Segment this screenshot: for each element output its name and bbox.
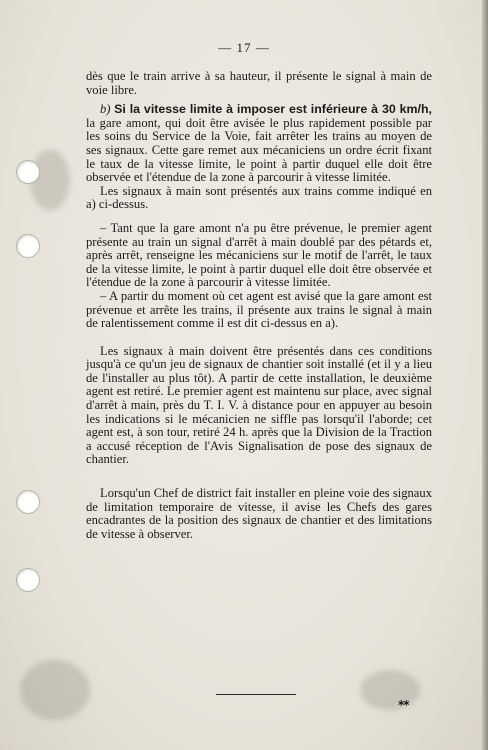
paragraph-2-label: b) bbox=[100, 102, 115, 117]
punch-hole-2 bbox=[16, 234, 40, 258]
paragraph-2-rest: la gare amont, qui doit être avisée le plus rapidement possible par les soins du Service de la Voie, fait arrêter les trains au moyen de ses signaux. Cette gare remet aux mécaniciens un ordre écrit fixant le taux de la vitesse limite, le point à partir duquel elle doit être observée et l'étendue de la zone à parcourir à vitesse limitée. bbox=[86, 115, 432, 185]
stain-bottom-left bbox=[20, 660, 90, 720]
paragraph-4: – Tant que la gare amont n'a pu être prévenue, le premier agent présente au train un signal d'arrêt à main doublé par des pétards et, après arrêt, renseigne les mécaniciens sur le motif de l'arrêt, le taux de la vitesse limite, le point à partir duquel elle doit être observée et l'étendue de la zone à parcourir à vitesse limitée. bbox=[86, 220, 432, 290]
paragraph-6: Les signaux à main doivent être présentés dans ces conditions jusqu'à ce qu'un jeu de signaux de chantier soit installé (et il y a lieu de l'installer au plus tôt). A partir de cette installation, le deuxième agent est retiré. Le premier agent est maintenu sur place, avec signal d'arrêt à main, près du T. I. V. à distance pour en appuyer au besoin les indications si le mécanicien ne siffle pas lorsqu'il l'aborde; cet agent est, à son tour, retiré 24 h. après que la Division de la Traction a accusé réception de l'Avis Signalisation de pose des signaux de chantier. bbox=[86, 343, 432, 467]
paragraph-5: – A partir du moment où cet agent est avisé que la gare amont est prévenue et arrête les trains, il présente aux trains le signal à main de ralentissement comme il est dit ci-dessus en a). bbox=[86, 288, 432, 331]
punch-hole-1 bbox=[16, 160, 40, 184]
paragraph-7: Lorsqu'un Chef de district fait installer en pleine voie des signaux de limitation temporaire de vitesse, il avise les Chefs des gares encadrantes de la position des signaux de chantier et des limitations de vitesse à observer. bbox=[86, 486, 432, 541]
page-edge-shadow bbox=[482, 0, 488, 750]
stain-bottom-right bbox=[360, 670, 420, 710]
closing-rule bbox=[216, 694, 296, 695]
body-text bbox=[86, 70, 432, 541]
paragraph-1: dès que le train arrive à sa hauteur, il présente le signal à main de voie libre. bbox=[86, 69, 432, 97]
punch-hole-3 bbox=[16, 490, 40, 514]
footer-mark: ** bbox=[398, 698, 409, 712]
paragraph-3: Les signaux à main sont présentés aux trains comme indiqué en a) ci-dessus. bbox=[86, 183, 432, 212]
page-number: — 17 — bbox=[218, 40, 270, 55]
paragraph-2-bold: Si la vitesse limite à imposer est inférieure à 30 km/h, bbox=[114, 102, 432, 117]
punch-hole-4 bbox=[16, 568, 40, 592]
paragraph-2 bbox=[86, 103, 432, 185]
